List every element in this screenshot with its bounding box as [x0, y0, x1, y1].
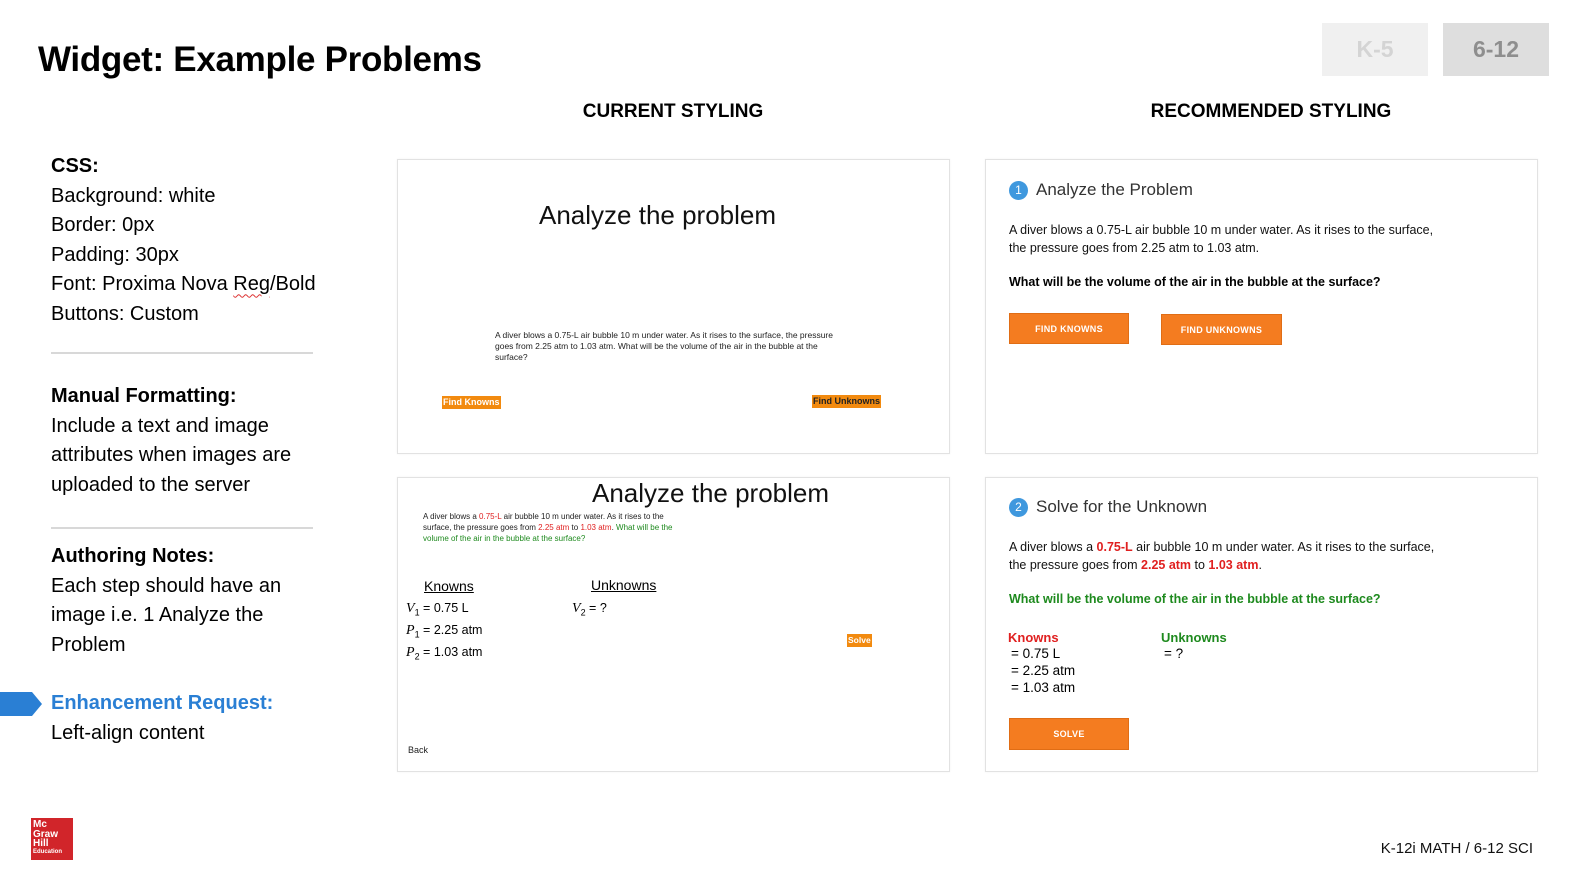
problem-text-line: [1009, 539, 1434, 557]
step-number-icon: 1: [1009, 181, 1028, 200]
recommended-styling-heading: RECOMMENDED STYLING: [1150, 101, 1392, 122]
highlight-volume: 0.75-L: [479, 512, 502, 521]
unknowns-list: [572, 600, 607, 622]
current-solve-title: Analyze the problem: [592, 478, 830, 508]
manual-line: uploaded to the server: [51, 473, 251, 496]
css-heading: CSS:: [51, 155, 99, 177]
question-span: volume of the air in the bubble at the surface?: [423, 534, 586, 543]
text-span: to: [569, 523, 581, 532]
text-span: A diver blows a: [1009, 540, 1097, 554]
css-font-line: [51, 270, 321, 300]
unknowns-heading: Unknowns: [1161, 630, 1227, 645]
css-font-bold: /Bold: [270, 273, 316, 296]
authoring-heading: Authoring Notes:: [51, 545, 215, 567]
css-line: Padding: 30px: [51, 243, 179, 266]
problem-text-line: the pressure goes from 2.25 atm to 1.03 atm.: [1009, 240, 1260, 255]
highlight-pressure-start: 2.25 atm: [1141, 557, 1192, 572]
step-title: Analyze the Problem: [1036, 180, 1193, 199]
var-value: = 1.03 atm: [419, 645, 483, 659]
current-analyze-panel: [397, 159, 950, 454]
var-symbol: V: [572, 601, 581, 616]
current-styling-heading: CURRENT STYLING: [582, 101, 764, 122]
logo-line: Mc: [33, 819, 47, 830]
var-subscript: 1: [414, 629, 420, 640]
text-span: air bubble 10 m under water. As it rises to the: [501, 512, 664, 521]
find-knowns-button[interactable]: Find Knowns: [443, 397, 500, 407]
enhancement-heading: Enhancement Request:: [51, 692, 274, 714]
text-span: to: [1191, 557, 1209, 572]
var-subscript: 2: [580, 607, 586, 618]
css-line: Buttons: Custom: [51, 302, 199, 325]
highlight-pressure-start: 2.25 atm: [538, 523, 570, 532]
problem-text-line: goes from 2.25 atm to 1.03 atm. What will be the volume of the air in the bubble at the: [495, 341, 818, 351]
problem-text-line: A diver blows a 0.75-L air bubble 10 m under water. As it rises to the surface, the pressure: [495, 330, 833, 340]
knowns-list: [1011, 645, 1075, 696]
highlight-volume: 0.75-L: [1096, 540, 1133, 554]
step-heading: [1009, 180, 1193, 200]
known-p2: [406, 644, 482, 666]
current-analyze-title: Analyze the problem: [539, 200, 777, 230]
problem-text-line: [423, 511, 713, 522]
manual-line: Include a text and image: [51, 414, 269, 437]
var-symbol: P: [406, 623, 415, 638]
css-line: Border: 0px: [51, 214, 155, 237]
var-value: = 0.75 L: [419, 601, 469, 615]
authoring-line: image i.e. 1 Analyze the: [51, 604, 264, 627]
knowns-list: [406, 600, 482, 666]
var-symbol: P: [406, 645, 415, 660]
authoring-notes: [51, 542, 321, 660]
logo-line: Graw: [33, 828, 59, 840]
solve-button[interactable]: Solve: [848, 635, 871, 645]
divider: [51, 352, 313, 354]
known-value: = 1.03 atm: [1011, 680, 1076, 695]
problem-text-line: A diver blows a 0.75-L air bubble 10 m under water. As it rises to the surface,: [1009, 223, 1434, 237]
find-unknowns-button[interactable]: FIND UNKNOWNS: [1161, 314, 1282, 345]
current-analyze-text: [495, 330, 855, 363]
css-font-reg: Reg: [233, 273, 270, 296]
unknown-value: = ?: [1164, 646, 1184, 661]
authoring-line: Problem: [51, 633, 126, 656]
css-font-label: Font: Proxima Nova: [51, 273, 234, 296]
known-v1: [406, 600, 482, 622]
enhancement-notes: [51, 689, 321, 748]
step-number-icon: 2: [1009, 498, 1028, 517]
logo-line: Hill: [33, 838, 49, 849]
problem-text: [1009, 539, 1434, 574]
manual-formatting-notes: [51, 382, 321, 500]
authoring-line: Each step should have an: [51, 574, 282, 597]
step-heading: [1009, 497, 1207, 517]
manual-line: attributes when images are: [51, 444, 292, 467]
text-span: .: [611, 523, 617, 532]
text-span: air bubble 10 m under water. As it rises to the surface,: [1132, 540, 1435, 554]
current-solve-panel: [397, 477, 950, 772]
question-span: What will be the: [616, 523, 673, 532]
text-span: .: [1258, 557, 1262, 572]
find-knowns-button[interactable]: FIND KNOWNS: [1009, 313, 1129, 344]
enhancement-line: Left-align content: [51, 721, 205, 744]
find-unknowns-button[interactable]: Find Unknowns: [813, 396, 880, 406]
css-line: Background: white: [51, 184, 216, 207]
var-symbol: V: [406, 601, 415, 616]
var-subscript: 1: [414, 607, 420, 618]
highlight-pressure-end: 1.03 atm: [580, 523, 612, 532]
page-title: Widget: Example Problems: [38, 40, 482, 79]
known-value: = 2.25 atm: [1011, 663, 1076, 678]
var-subscript: 2: [414, 651, 420, 662]
knowns-heading: Knowns: [1008, 630, 1059, 645]
solve-button[interactable]: SOLVE: [1009, 718, 1129, 750]
text-span: the pressure goes from: [1009, 557, 1142, 572]
knowns-heading: Knowns: [424, 578, 474, 594]
divider: [51, 527, 313, 529]
highlight-pressure-end: 1.03 atm: [1208, 557, 1259, 572]
problem-question: What will be the volume of the air in the bubble at the surface?: [1009, 275, 1381, 289]
unknowns-heading: Unknowns: [591, 577, 657, 593]
k5-toggle-button[interactable]: K-5: [1322, 23, 1428, 76]
known-value: = 0.75 L: [1011, 646, 1061, 661]
problem-text-line: surface?: [495, 352, 528, 362]
footer-label: K-12i MATH / 6-12 SCI: [1380, 840, 1533, 857]
problem-text: [1009, 222, 1433, 257]
known-p1: [406, 622, 482, 644]
problem-text-line: [423, 522, 713, 533]
mcgraw-hill-logo: [31, 818, 73, 860]
arrow-right-icon: [0, 692, 42, 716]
manual-heading: Manual Formatting:: [51, 385, 237, 407]
text-span: A diver blows a: [423, 512, 480, 521]
unknown-v2: [572, 600, 607, 622]
logo-line: Education: [33, 848, 63, 855]
problem-question: What will be the volume of the air in the bubble at the surface?: [1009, 592, 1381, 606]
back-link[interactable]: Back: [408, 745, 429, 755]
current-solve-text: [423, 511, 713, 544]
css-notes: [51, 152, 321, 330]
recommended-solve-panel: [985, 477, 1538, 772]
problem-text-line: [1009, 557, 1434, 575]
text-span: surface, the pressure goes from: [423, 523, 539, 532]
step-title: Solve for the Unknown: [1036, 497, 1208, 516]
var-value: = ?: [585, 601, 607, 615]
var-value: = 2.25 atm: [419, 623, 483, 637]
grade-6-12-toggle-button[interactable]: 6-12: [1443, 23, 1549, 76]
unknowns-list: [1164, 645, 1183, 662]
recommended-analyze-panel: [985, 159, 1538, 454]
